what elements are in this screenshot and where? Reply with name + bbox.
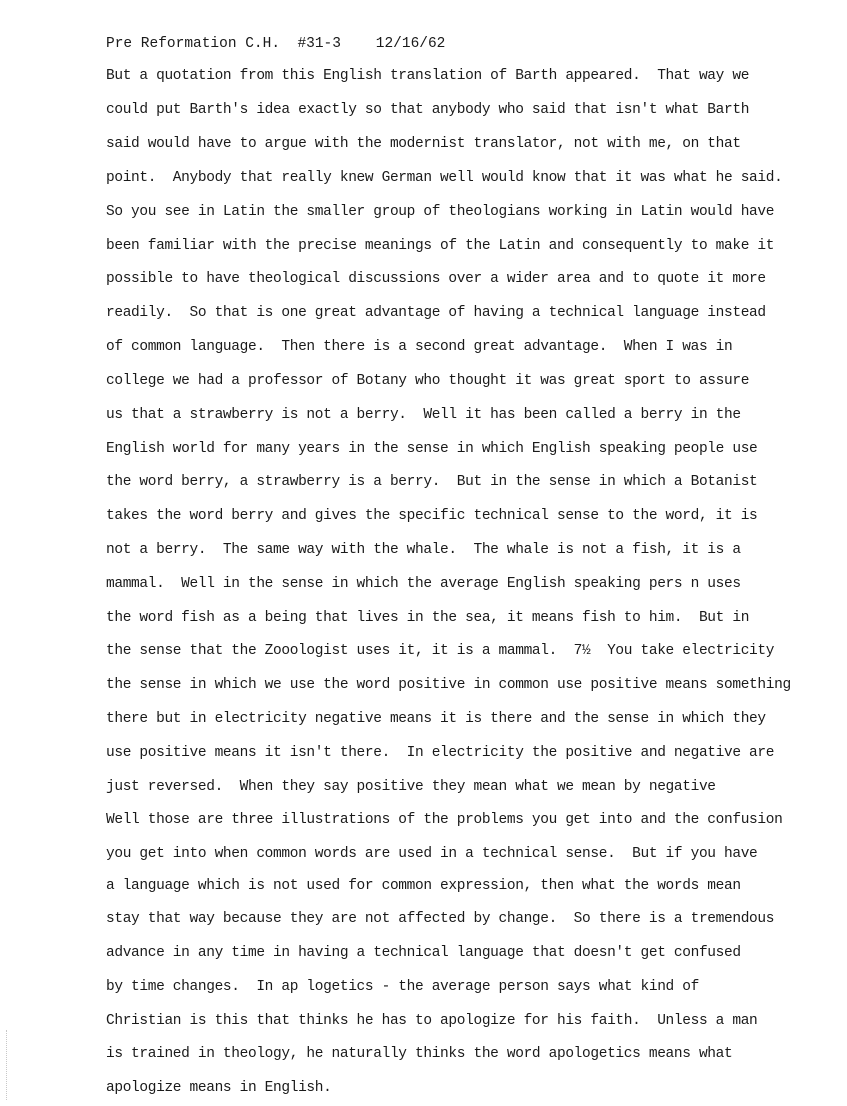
text-line: a language which is not used for common expression, then what the words mean [106, 878, 741, 894]
header-title: Pre Reformation C.H. [106, 36, 281, 52]
text-line: could put Barth's idea exactly so that anybody who said that isn't what Barth [106, 102, 750, 118]
text-line: not a berry. The same way with the whale. The whale is not a fish, it is a [106, 542, 741, 558]
text-line: the word fish as a being that lives in the sea, it means fish to him. But in [106, 610, 750, 626]
text-line: possible to have theological discussions over a wider area and to quote it more [106, 271, 766, 287]
text-line: college we had a professor of Botany who thought it was great sport to assure [106, 373, 750, 389]
text-line: by time changes. In ap logetics - the average person says what kind of [106, 979, 699, 995]
text-line: the sense that the Zooologist uses it, it is a mammal. 7½ You take electricity [106, 643, 775, 659]
text-line: English world for many years in the sense in which English speaking people use [106, 441, 758, 457]
text-line: apologize means in English. [106, 1080, 332, 1096]
text-line: just reversed. When they say positive they mean what we mean by negative [106, 779, 716, 795]
text-line: of common language. Then there is a second great advantage. When I was in [106, 339, 733, 355]
text-line: So you see in Latin the smaller group of theologians working in Latin would have [106, 204, 775, 220]
text-line: been familiar with the precise meanings of the Latin and consequently to make it [106, 238, 775, 254]
text-line: the word berry, a strawberry is a berry. But in the sense in which a Botanist [106, 474, 758, 490]
text-line: takes the word berry and gives the specific technical sense to the word, it is [106, 508, 758, 524]
text-line: Christian is this that thinks he has to apologize for his faith. Unless a man [106, 1013, 758, 1029]
header-date: 12/16/62 [375, 36, 446, 52]
text-line: you get into when common words are used in a technical sense. But if you have [106, 846, 758, 862]
text-line: mammal. Well in the sense in which the average English speaking pers n uses [106, 576, 741, 592]
text-line: us that a strawberry is not a berry. Well it has been called a berry in the [106, 407, 741, 423]
text-line: said would have to argue with the modernist translator, not with me, on that [106, 136, 741, 152]
text-line: there but in electricity negative means it is there and the sense in which they [106, 711, 766, 727]
text-line: But a quotation from this English translation of Barth appeared. That way we [106, 68, 750, 84]
text-line: use positive means it isn't there. In electricity the positive and negative are [106, 745, 775, 761]
text-line: advance in any time in having a technical language that doesn't get confused [106, 945, 741, 961]
text-line: Well those are three illustrations of the problems you get into and the confusion [106, 812, 783, 828]
text-line: readily. So that is one great advantage of having a technical language instead [106, 305, 766, 321]
text-line: point. Anybody that really knew German well would know that it was what he said. [106, 170, 783, 186]
page-header [106, 36, 445, 52]
scan-margin-marks [6, 1030, 9, 1100]
text-line: is trained in theology, he naturally thinks the word apologetics means what [106, 1046, 733, 1062]
header-number: #31-3 [297, 36, 341, 52]
text-line: stay that way because they are not affected by change. So there is a tremendous [106, 911, 775, 927]
text-line: the sense in which we use the word positive in common use positive means something [106, 677, 791, 693]
